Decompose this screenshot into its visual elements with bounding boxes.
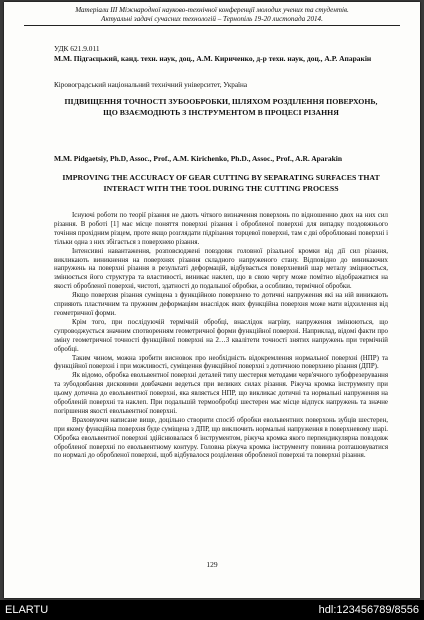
title-en: IMPROVING THE ACCURACY OF GEAR CUTTING BY SEPARATING SURFACES THAT INTERACT WITH THE TOOL DURING THE CUTTING PROCESS (62, 173, 380, 193)
repository-footer (0, 600, 424, 620)
body-text (54, 212, 388, 461)
authors-en: M.M. Pidgaetsiy, Ph.D, Assoc., Prof., A.M. Kirichenko, Ph.D., Assoc., Prof., A.R. Aparakin (54, 154, 343, 163)
paragraph: Існуючі роботи по теорії різання не дають чіткого визначення поверхонь по відношенню двох на них сил різання. В роботі [1] має місце поняття поверхні різання і обробленої поверхні для випадку поздовжнього точіння прохідним різцем, проте якщо розглядати підрізання торцевої поверхні, там є дві оброблювані поверхні і тільки одна з них збігається з поверхнею різання. (54, 212, 388, 246)
header-line-1: Матеріали ІІІ Міжнародної науково-технічної конференції молодих учених та студентів. (75, 6, 349, 14)
paragraph: Враховуючи написане вище, доцільно створити спосіб обробки евольвентних поверхонь зубців шестерен, при якому функційна поверхня буде суміщена з ДПР, що виключить нормальні напруження в поверхневому шарі. Обробка евольвентної поверхні здійснювалася б інструментом, ріжуча кромка якого перпендикулярна повздовж обробленої поверхні по евольвентному контуру. Головна ріжуча кромка інструменту повинна розташовуватися по нормалі до обробленої поверхні, щоб відбувалося розділення обробленої поверхні та поверхні різання. (54, 416, 388, 460)
paragraph: Якщо поверхня різання суміщена з функційною поверхнею то дотичні напруження які на ній виникають сприяють пластичним та пружним деформаціям внаслідок яких функційна поверхня може мати відхилення від геометричної форми. (54, 292, 388, 317)
paragraph: Крім того, при послідуючій термічній обробці, внаслідок нагріву, напруження змінюються, що супроводжується значним спотворенням геометричної форми функційної поверхні. Наприклад, відомі факти про зміну геометричної точності функційної поверхні на 2…3 квалітети точності знятих напружень при термічній обробці. (54, 318, 388, 353)
authors-ua: М.М. Підгаєцький, канд. техн. наук, доц., А.М. Кириченко, д-р техн. наук, доц., А.Р. Апаракін (54, 54, 372, 63)
page-number: 129 (206, 560, 218, 569)
paragraph: Інтенсивні навантаження, розповсюджені повздовж головної різальної кромки від дії сил різання, викликають виникнення на поверхнях різання складного напруженого стану. Відповідно до виникаючих напружень на поверхні різання в результаті деформацій, відбувається поверхневий шар металу зміцнюється, змінюється його структура та властивості, виникає наклеп, що в свою чергу може помітно відображатися на якості обробленої поверхні, чистоті, здатності до подальшої обробки, а особливо, термічної обробки. (54, 247, 388, 291)
running-header (24, 6, 400, 26)
handle-link[interactable]: hdl:123456789/8556 (318, 604, 419, 616)
repository-name[interactable]: ELARTU (5, 604, 49, 616)
title-ua: ПІДВИЩЕННЯ ТОЧНОСТІ ЗУБООБРОБКИ, ШЛЯХОМ РОЗДІЛЕННЯ ПОВЕРХОНЬ, ЩО ВЗАЄМОДІЮТЬ З ІНСТРУМЕНТОМ В ПРОЦЕСІ РІЗАННЯ (64, 97, 378, 117)
paragraph: Таким чином, можна зробити висновок про необхідність відокремлення нормальної поверхні (НПР) та функційної поверхні і при можливості, суміщення функційної поверхні з дотичною поверхнею різання (ДПР). (54, 354, 388, 371)
document-page (4, 2, 420, 598)
udc-code: УДК 621.9.011 (54, 44, 100, 53)
header-line-2: Актуальні задачі сучасних технологій – Тернопіль 19-20 листопада 2014. (24, 15, 400, 26)
paragraph: Як відомо, обробка евольвентної поверхні деталей типу шестерня методами черв'ячного зубофрезерування та зубодовбання дисковими довбачами ведеться при великих силах різання. Ріжуча кромка інструменту при цьому дотична до евольвентної поверхні, яка являється НПР, що викликає дотичні та нормальні напруження на обробленій поверхні та наклеп. При подальшій термообробці шестерен має місце відпуск напружень та значне погіршення якості евольвентної поверхні. (54, 372, 388, 415)
university: Кіровоградський національний технічний університет, Україна (54, 81, 248, 89)
